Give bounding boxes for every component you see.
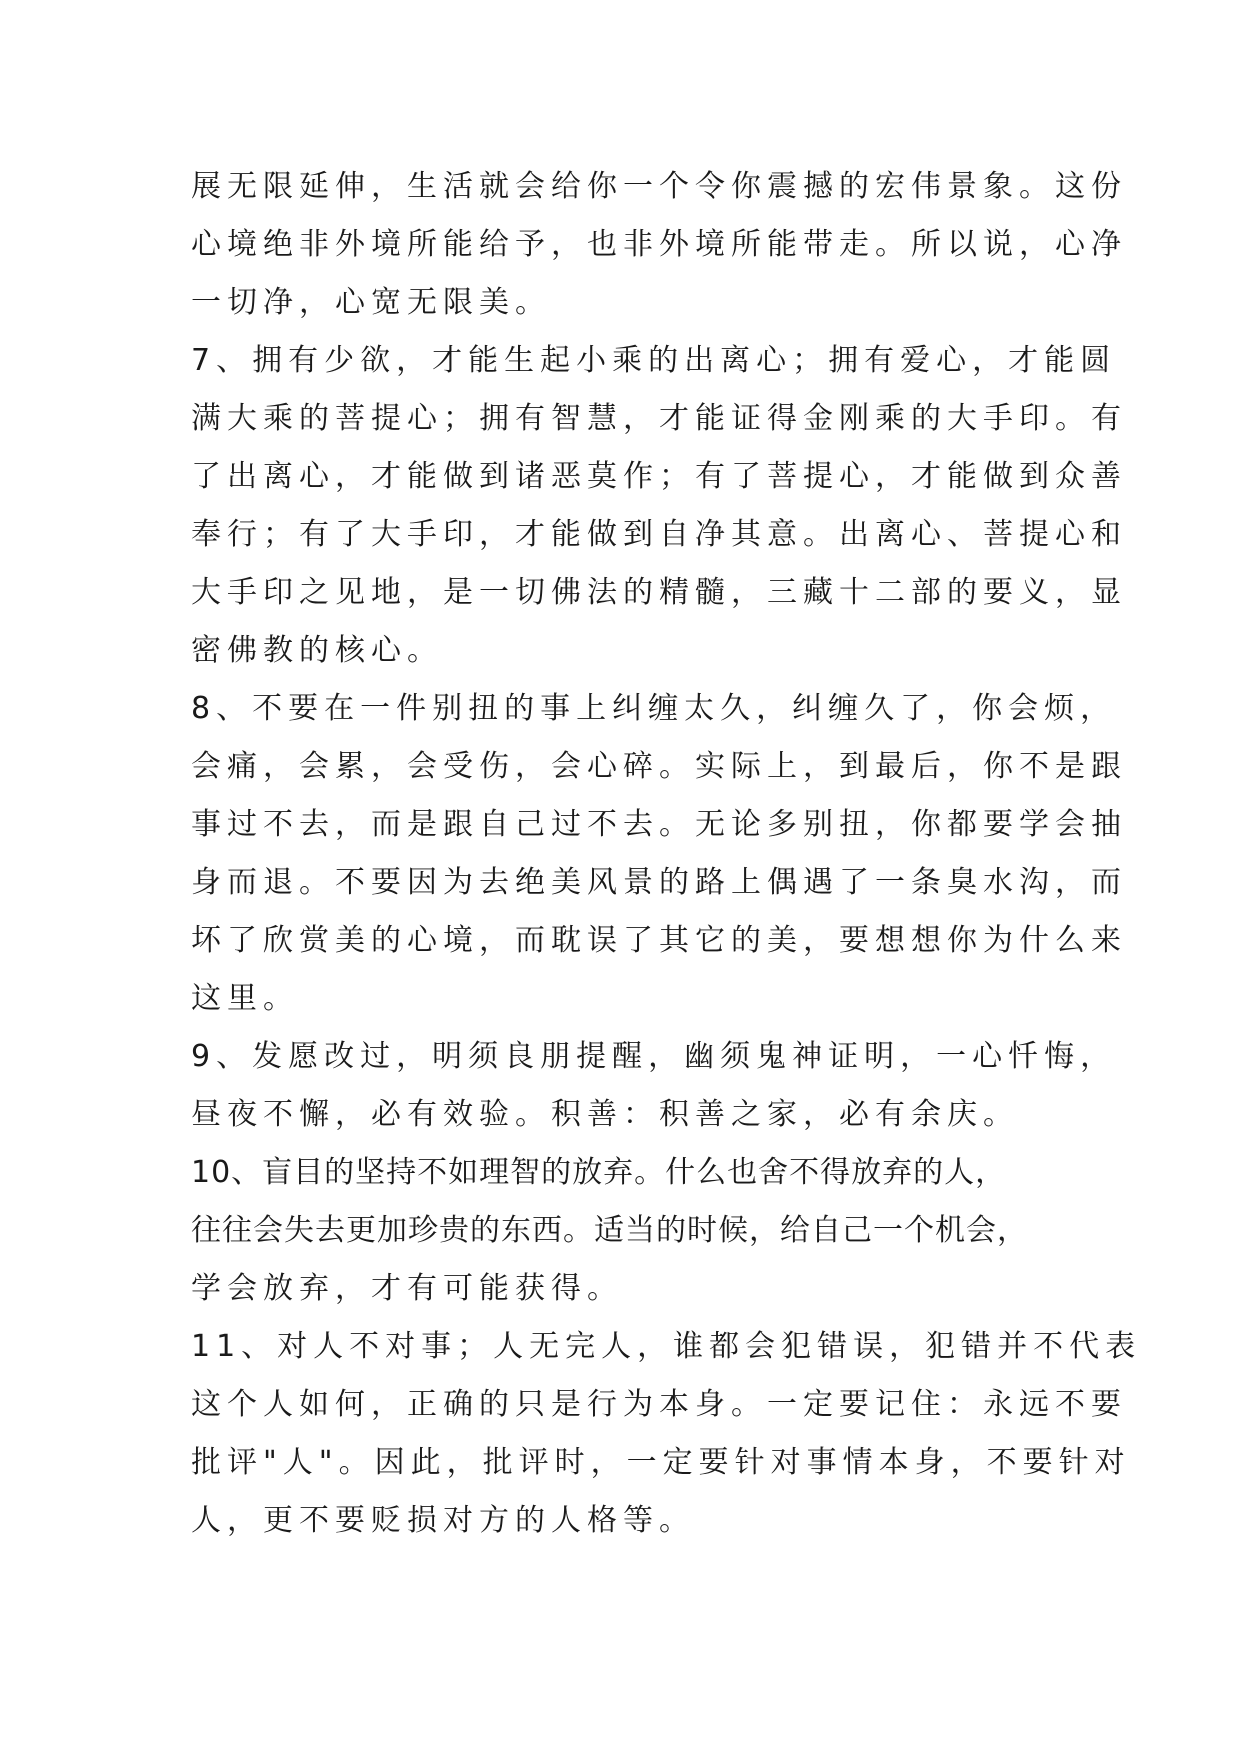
text-line: 9、发愿改过，明须良朋提醒，幽须鬼神证明，一心忏悔， bbox=[191, 1039, 1117, 1074]
text-line: 这个人如何，正确的只是行为本身。一定要记住：永远不要 bbox=[191, 1387, 1127, 1422]
text-line: 大手印之见地，是一切佛法的精髓，三藏十二部的要义，显 bbox=[191, 575, 1127, 610]
text-line: 满大乘的菩提心；拥有智慧，才能证得金刚乘的大手印。有 bbox=[191, 401, 1127, 436]
paragraph-11 bbox=[191, 1318, 1142, 1550]
paragraph-8 bbox=[191, 680, 1127, 1028]
text-line: 往往会失去更加珍贵的东西。适当的时候，给自己一个机会， bbox=[191, 1213, 1028, 1248]
text-line: 身而退。不要因为去绝美风景的路上偶遇了一条臭水沟，而 bbox=[191, 865, 1127, 900]
text-line: 7、拥有少欲，才能生起小乘的出离心；拥有爱心，才能圆 bbox=[191, 343, 1117, 378]
paragraph-10 bbox=[191, 1144, 1071, 1318]
text-line: 学会放弃，才有可能获得。 bbox=[191, 1271, 623, 1306]
text-line: 昼夜不懈，必有效验。积善：积善之家，必有余庆。 bbox=[191, 1097, 1019, 1132]
text-line: 心境绝非外境所能给予，也非外境所能带走。所以说，心净 bbox=[191, 227, 1127, 262]
document-body bbox=[191, 158, 1142, 1550]
text-line: 11、对人不对事；人无完人，谁都会犯错误，犯错并不代表 bbox=[191, 1329, 1142, 1364]
text-line: 奉行；有了大手印，才能做到自净其意。出离心、菩提心和 bbox=[191, 517, 1127, 552]
text-line: 会痛，会累，会受伤，会心碎。实际上，到最后，你不是跟 bbox=[191, 749, 1127, 784]
text-line: 10、盲目的坚持不如理智的放弃。什么也舍不得放弃的人， bbox=[191, 1155, 1007, 1190]
text-line: 这里。 bbox=[191, 981, 299, 1016]
text-line: 密佛教的核心。 bbox=[191, 633, 443, 668]
paragraph-6-continuation bbox=[191, 158, 1127, 332]
text-line: 展无限延伸，生活就会给你一个令你震撼的宏伟景象。这份 bbox=[191, 169, 1127, 204]
text-line: 批评"人"。因此，批评时，一定要针对事情本身，不要针对 bbox=[191, 1445, 1131, 1480]
text-line: 了出离心，才能做到诸恶莫作；有了菩提心，才能做到众善 bbox=[191, 459, 1127, 494]
text-line: 事过不去，而是跟自己过不去。无论多别扭，你都要学会抽 bbox=[191, 807, 1127, 842]
paragraph-7 bbox=[191, 332, 1127, 680]
paragraph-9 bbox=[191, 1028, 1117, 1144]
text-line: 坏了欣赏美的心境，而耽误了其它的美，要想想你为什么来 bbox=[191, 923, 1127, 958]
text-line: 一切净，心宽无限美。 bbox=[191, 285, 551, 320]
text-line: 人，更不要贬损对方的人格等。 bbox=[191, 1503, 695, 1538]
text-line: 8、不要在一件别扭的事上纠缠太久，纠缠久了，你会烦， bbox=[191, 691, 1117, 726]
